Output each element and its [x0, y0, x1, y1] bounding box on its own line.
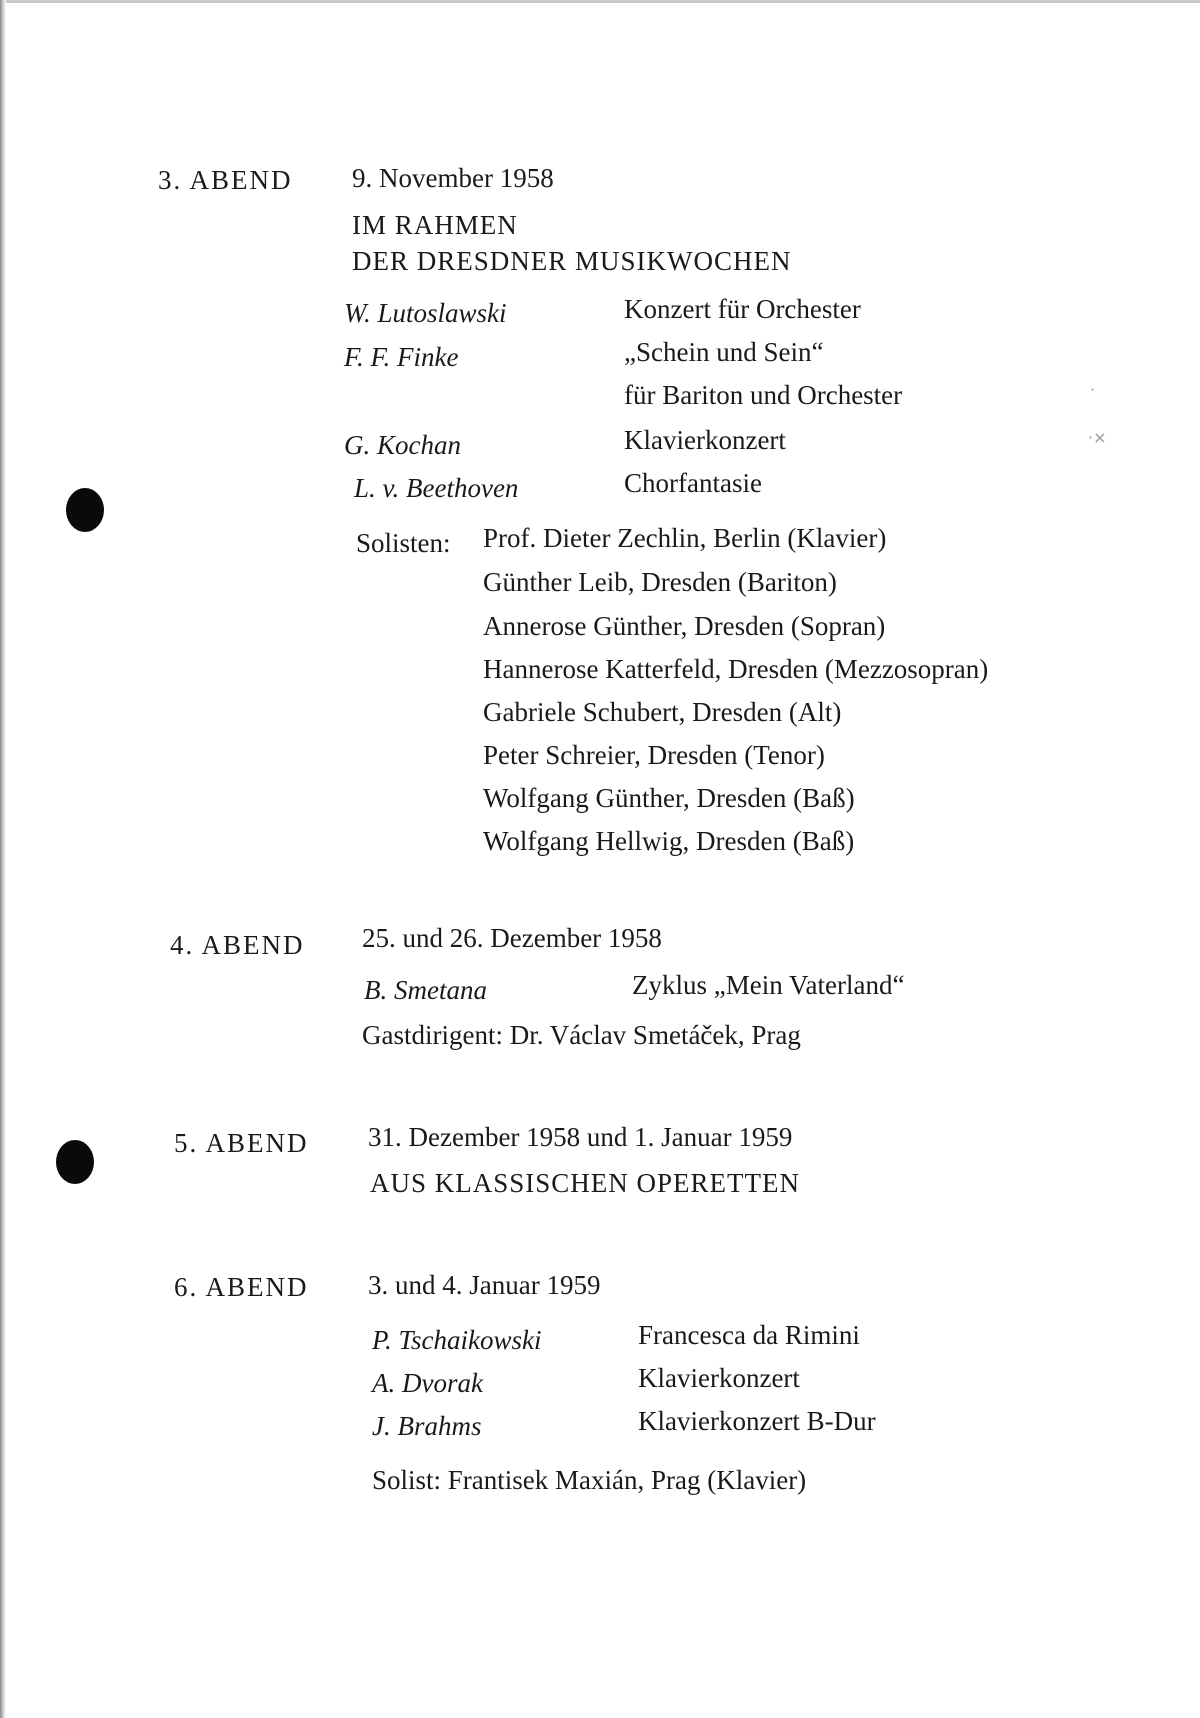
program-work: Klavierkonzert: [624, 425, 786, 455]
soloists-label: Solisten:: [356, 528, 451, 558]
program-composer: B. Smetana: [364, 975, 487, 1005]
soloist-entry: Günther Leib, Dresden (Bariton): [483, 567, 837, 597]
concert-date: 25. und 26. Dezember 1958: [362, 923, 662, 953]
program-work: Francesca da Rimini: [638, 1320, 860, 1350]
concert-subtitle: AUS KLASSISCHEN OPERETTEN: [370, 1168, 801, 1198]
concert-subtitle: DER DRESDNER MUSIKWOCHEN: [352, 246, 792, 276]
concert-date: 3. und 4. Januar 1959: [368, 1270, 601, 1300]
program-composer: G. Kochan: [344, 430, 461, 460]
conductor-line: Gastdirigent: Dr. Václav Smetáček, Prag: [362, 1020, 801, 1050]
soloist-entry: Annerose Günther, Dresden (Sopran): [483, 611, 886, 641]
soloist-entry: Wolfgang Günther, Dresden (Baß): [483, 783, 855, 813]
concert-label: 3. ABEND: [158, 165, 293, 195]
program-composer: J. Brahms: [372, 1411, 482, 1441]
soloist-entry: Peter Schreier, Dresden (Tenor): [483, 740, 825, 770]
concert-label: 4. ABEND: [170, 930, 305, 960]
concert-label: 5. ABEND: [174, 1128, 309, 1158]
soloist-entry: Wolfgang Hellwig, Dresden (Baß): [483, 826, 855, 856]
concert-label: 6. ABEND: [174, 1272, 309, 1302]
program-work: Chorfantasie: [624, 468, 762, 498]
program-composer: P. Tschaikowski: [372, 1325, 542, 1355]
program-work: Konzert für Orchester: [624, 294, 861, 324]
punch-hole: [56, 1140, 94, 1184]
soloist-line: Solist: Frantisek Maxián, Prag (Klavier): [372, 1465, 807, 1495]
concert-subtitle: IM RAHMEN: [352, 210, 518, 240]
program-composer: F. F. Finke: [344, 342, 459, 372]
punch-hole: [66, 488, 104, 532]
soloist-entry: Gabriele Schubert, Dresden (Alt): [483, 697, 842, 727]
concert-date: 9. November 1958: [352, 163, 554, 193]
program-composer: L. v. Beethoven: [354, 473, 519, 503]
scan-top-edge: [0, 0, 1200, 3]
program-composer: W. Lutoslawski: [344, 298, 507, 328]
program-work: für Bariton und Orchester: [624, 380, 903, 410]
program-work: Klavierkonzert: [638, 1363, 800, 1393]
scan-left-edge: [0, 0, 6, 1718]
soloist-entry: Hannerose Katterfeld, Dresden (Mezzosopran): [483, 654, 989, 684]
scan-speck: ·: [1090, 380, 1096, 399]
scan-speck: ·×: [1088, 428, 1107, 447]
program-work: Klavierkonzert B-Dur: [638, 1406, 876, 1436]
program-work: Zyklus „Mein Vaterland“: [632, 970, 905, 1000]
program-work: „Schein und Sein“: [624, 337, 824, 367]
concert-date: 31. Dezember 1958 und 1. Januar 1959: [368, 1122, 793, 1152]
program-composer: A. Dvorak: [372, 1368, 483, 1398]
soloist-entry: Prof. Dieter Zechlin, Berlin (Klavier): [483, 523, 887, 553]
